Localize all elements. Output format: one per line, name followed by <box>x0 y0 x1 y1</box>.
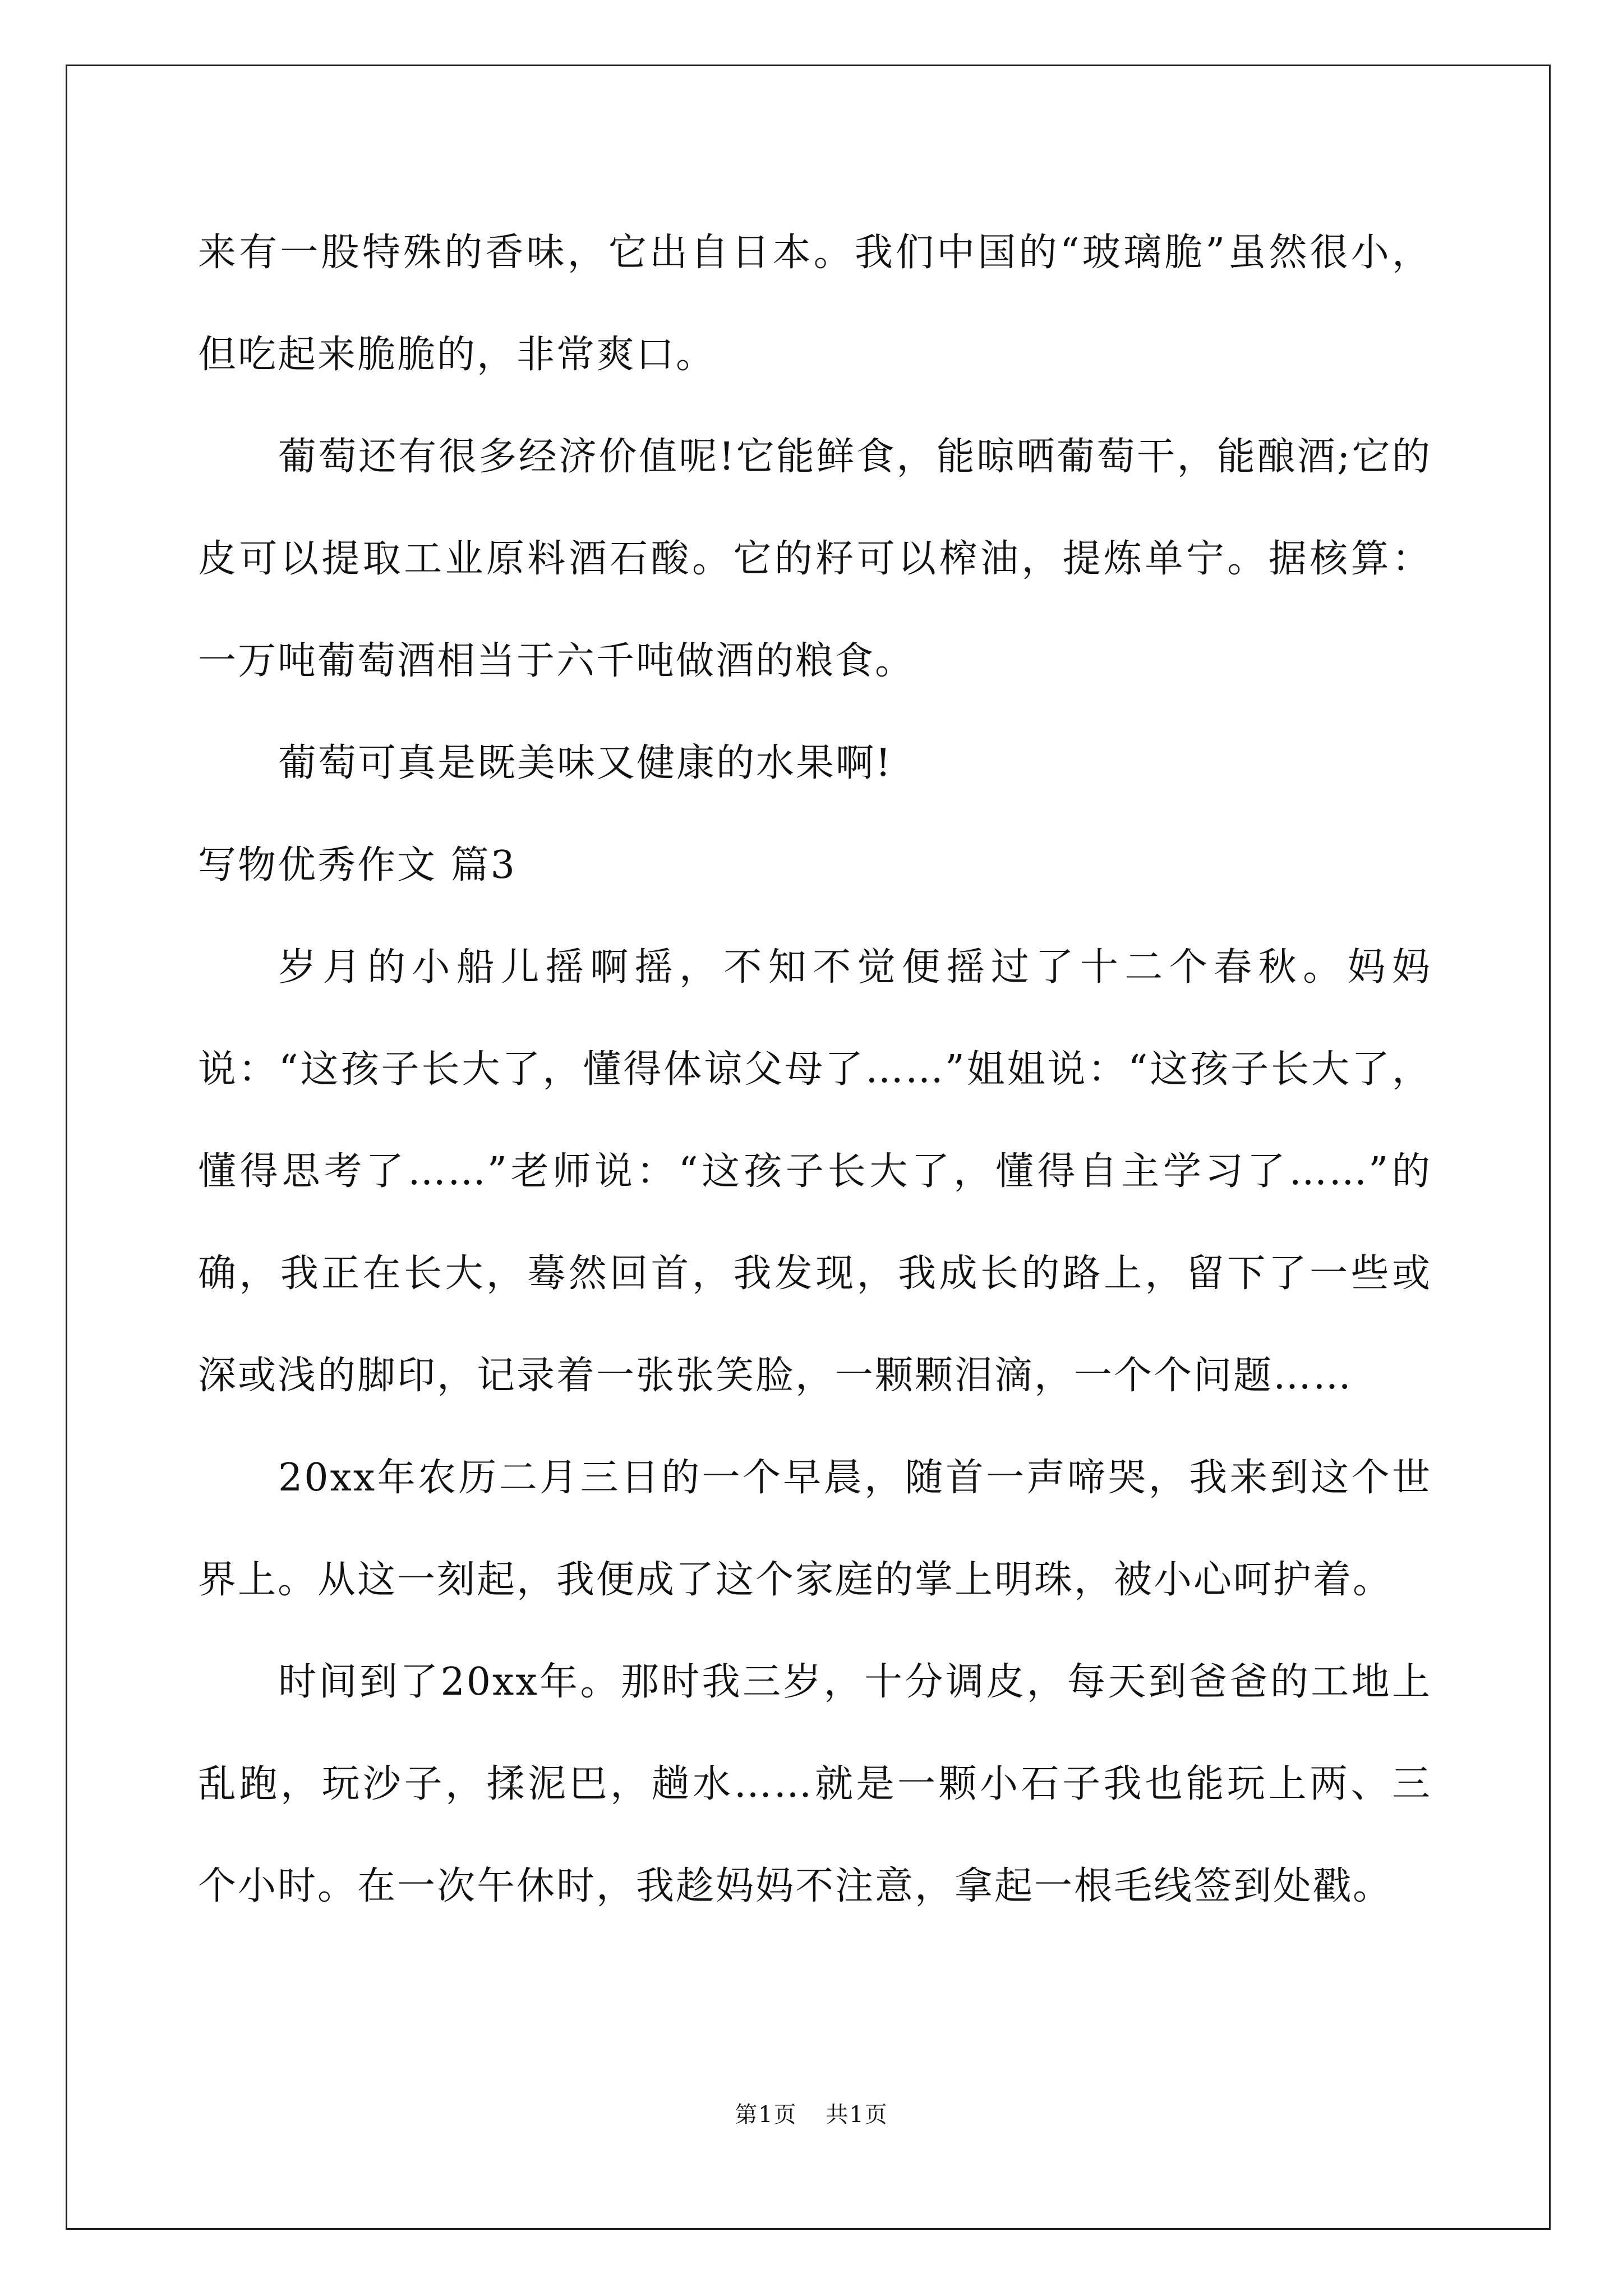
paragraph-5: 20xx年农历二月三日的一个早晨，随首一声啼哭，我来到这个世界上。从这一刻起，我便成了这个家庭的掌上明珠，被小心呵护着。 <box>198 1456 1432 1602</box>
paragraph-1: 来有一股特殊的香味，它出自日本。我们中国的“玻璃脆”虽然很小，但吃起来脆脆的，非常爽口。 <box>198 231 1432 377</box>
document-body <box>198 202 1432 1938</box>
paragraph-4: 岁月的小船儿摇啊摇，不知不觉便摇过了十二个春秋。妈妈说：“这孩子长大了，懂得体谅父母了……”姐姐说：“这孩子长大了，懂得思考了……”老师说：“这孩子长大了，懂得自主学习了……”的确，我正在长大，蓦然回首，我发现，我成长的路上，留下了一些或深或浅的脚印，记录着一张张笑脸，一颗颗泪滴，一个个问题…… <box>198 945 1432 1398</box>
page-total: 共1页 <box>826 2102 888 2128</box>
page-footer <box>0 2097 1623 2129</box>
page-number: 第1页 <box>735 2102 797 2128</box>
paragraph-6: 时间到了20xx年。那时我三岁，十分调皮，每天到爸爸的工地上乱跑，玩沙子，揉泥巴，趟水……就是一颗小石子我也能玩上两、三个小时。在一次午休时，我趁妈妈不注意，拿起一根毛线签到处戳。 <box>198 1660 1432 1908</box>
paragraph-2: 葡萄还有很多经济价值呢!它能鲜食，能晾晒葡萄干，能酿酒;它的皮可以提取工业原料酒石酸。它的籽可以榨油，提炼单宁。据核算：一万吨葡萄酒相当于六千吨做酒的粮食。 <box>198 435 1432 683</box>
section-heading: 写物优秀作文 篇3 <box>198 843 517 887</box>
paragraph-3: 葡萄可真是既美味又健康的水果啊! <box>278 741 893 785</box>
